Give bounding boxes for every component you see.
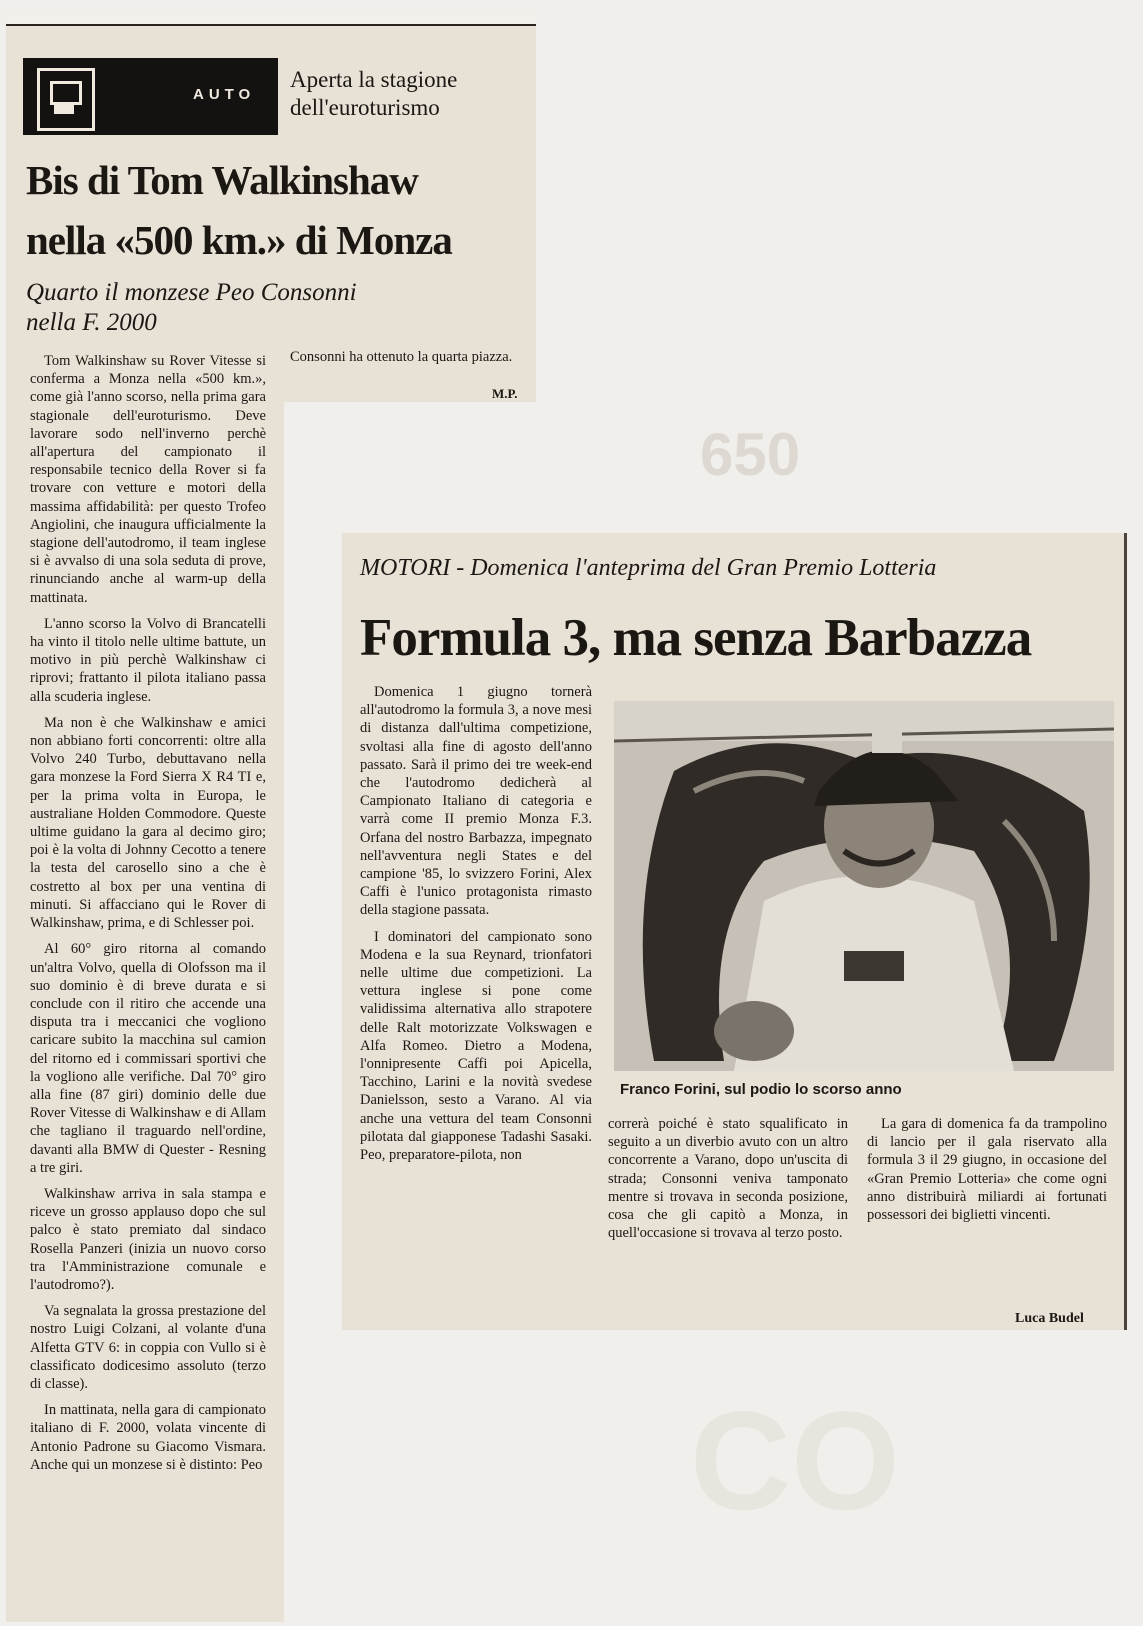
paragraph: correrà poiché è stato squalificato in seguito a un diverbio avuto con un altro concorrente a Varano, dopo un'uscita di strada; Consonni veniva tamponato mentre si trovava in seconda posizione, cosa che gli capitò a Monza, in quell'occasione si trovava al terzo posto. bbox=[608, 1116, 848, 1242]
paragraph: Ma non è che Walkinshaw e amici non abbiano forti concorrenti: oltre alla Volvo 240 Turbo, debuttavano nella gara monzese la Ford Sierra X R4 TI e, per la prima volta in Europa, le australiane Holden Commodore. Queste ultime guidano la gara al decimo giro; poi è la volta di Johnny Cecotto a tenere la testa del carosello sino a che è costretto al box per una ventina di minuti. Si affacciano qui le Rover di Walkinshaw, prima, e di Schlesser poi. bbox=[30, 714, 266, 932]
article1-signature: M.P. bbox=[492, 386, 518, 401]
paragraph: L'anno scorso la Volvo di Brancatelli ha vinto il titolo nelle ultime battute, un motivo in più perchè Walkinshaw ci riprovi; frattanto il pilota italiano passa alla scuderia inglese. bbox=[30, 615, 266, 705]
podium-photo bbox=[614, 701, 1114, 1071]
article-clipping-walkinshaw bbox=[6, 10, 536, 402]
article2-column-2 bbox=[608, 1115, 848, 1250]
paragraph: Walkinshaw arriva in sala stampa e riceve un grosso applauso dopo che sul palco è stato premiato dal sindaco Rosella Panzeri (inizia un nuovo corso tra l'Amministrazione comunale e l'autodromo?). bbox=[30, 1185, 266, 1293]
section-badge bbox=[23, 58, 278, 135]
subheadline-line: Quarto il monzese Peo Consonni bbox=[26, 279, 357, 306]
article2-signature: Luca Budel bbox=[1015, 1311, 1084, 1326]
article2-headline: Formula 3, ma senza Barbazza bbox=[360, 609, 1032, 667]
paragraph: I dominatori del campionato sono Modena e la sua Reynard, trionfatori nelle ultime due competizioni. La vettura inglese si pone come validissima alternativa allo strapotere delle Ralt motorizzate Volkswagen e Alfa Romeo. Dietro a Modena, l'onnipresente Caffi poi Apicella, Tacchino, Larini e la novità svedese Danielsson, sesto a Varano. Al via anche una vettura del team Consonni pilotata dal giapponese Tadashi Sasaki. Peo, preparatore-pilota, non bbox=[360, 928, 592, 1164]
article1-column-1 bbox=[30, 352, 266, 1482]
paragraph: Domenica 1 giugno tornerà all'autodromo la formula 3, a nove mesi di distanza dall'ultima competizione, svoltasi alla fine di agosto dell'anno passato. Sarà il primo dei tre week-end che l'autodromo dedicherà al Campionato Italiano di categoria e varrà come II premio Monza F.3. Orfana del nostro Barbazza, impegnato nell'avventura negli States e del campione '85, lo svizzero Forini, Alex Caffi è l'unico protagonista rimasto della stagione passata. bbox=[360, 684, 592, 919]
paragraph: Al 60° giro ritorna al comando un'altra Volvo, quella di Olofsson ma il suo dominio è di breve durata e si conclude con il ritiro che accende una disputa tra i meccanici che vogliono caricare subito la macchina sul camion del ritorno ed i commissari sportivi che la vogliono alle verifiche. Dal 70° giro alla fine (87 giri) dominio delle due Rover Vitesse di Walkinshaw e di Allam che tagliano il traguardo nell'ordine, davanti alla BMW di Quester - Resning a tre giri. bbox=[30, 941, 266, 1176]
headline-line: nella «500 km.» di Monza bbox=[26, 217, 452, 263]
article1-column-2 bbox=[290, 348, 530, 374]
section-badge-label: AUTO bbox=[193, 86, 256, 103]
paragraph: Va segnalata la grossa prestazione del nostro Luigi Colzani, al volante d'una Alfetta GTV 6: in coppia con Vullo si è classificato dodicesimo assoluto (terzo di classe). bbox=[30, 1303, 266, 1392]
article1-kicker: Aperta la stagione dell'euroturismo bbox=[290, 67, 458, 120]
article1-subheadline bbox=[26, 278, 466, 338]
article2-kicker: MOTORI - Domenica l'anteprima del Gran Premio Lotteria bbox=[360, 555, 937, 581]
podium-photo-image bbox=[614, 701, 1114, 1071]
paragraph: In mattinata, nella gara di campionato italiano di F. 2000, volata vincente di Antonio Padrone su Giacomo Vismara. Anche qui un monzese si è distinto: Peo bbox=[30, 1402, 266, 1473]
article1-headline bbox=[26, 150, 536, 270]
photo-caption: Franco Forini, sul podio lo scorso anno bbox=[620, 1081, 902, 1098]
headline-line: Bis di Tom Walkinshaw bbox=[26, 157, 418, 203]
article2-column-1 bbox=[360, 683, 592, 1172]
car-seat-icon bbox=[37, 68, 95, 131]
paragraph: Tom Walkinshaw su Rover Vitesse si conferma a Monza nella «500 km.», come già l'anno scorso, nella prima gara stagionale dell'euroturismo. Deve lavorare sodo nell'inverno perchè all'apertura del campionato il responsabile tecnico della Rover si fa trovare con vetture e motori della massima affidabilità: per questo Trofeo Angiolini, che inaugura ufficialmente la stagione dell'autodromo, il team inglese si è avvalso di una sola seduta di prove, rinunciando anche al warm-up della mattinata. bbox=[30, 353, 266, 606]
article2-column-3 bbox=[867, 1115, 1107, 1232]
clipping-top-edge bbox=[6, 10, 536, 26]
paragraph: Consonni ha ottenuto la quarta piazza. bbox=[290, 349, 513, 365]
subheadline-line: nella F. 2000 bbox=[26, 309, 157, 336]
paragraph: La gara di domenica fa da trampolino di lancio per il gala riservato alla formula 3 il 29 giugno, in occasione del «Gran Premio Lotteria» che come ogni anno distribuirà miliardi ai fortunati possessori dei biglietti vincenti. bbox=[867, 1116, 1107, 1224]
article-clipping-formula3 bbox=[342, 533, 1127, 1330]
